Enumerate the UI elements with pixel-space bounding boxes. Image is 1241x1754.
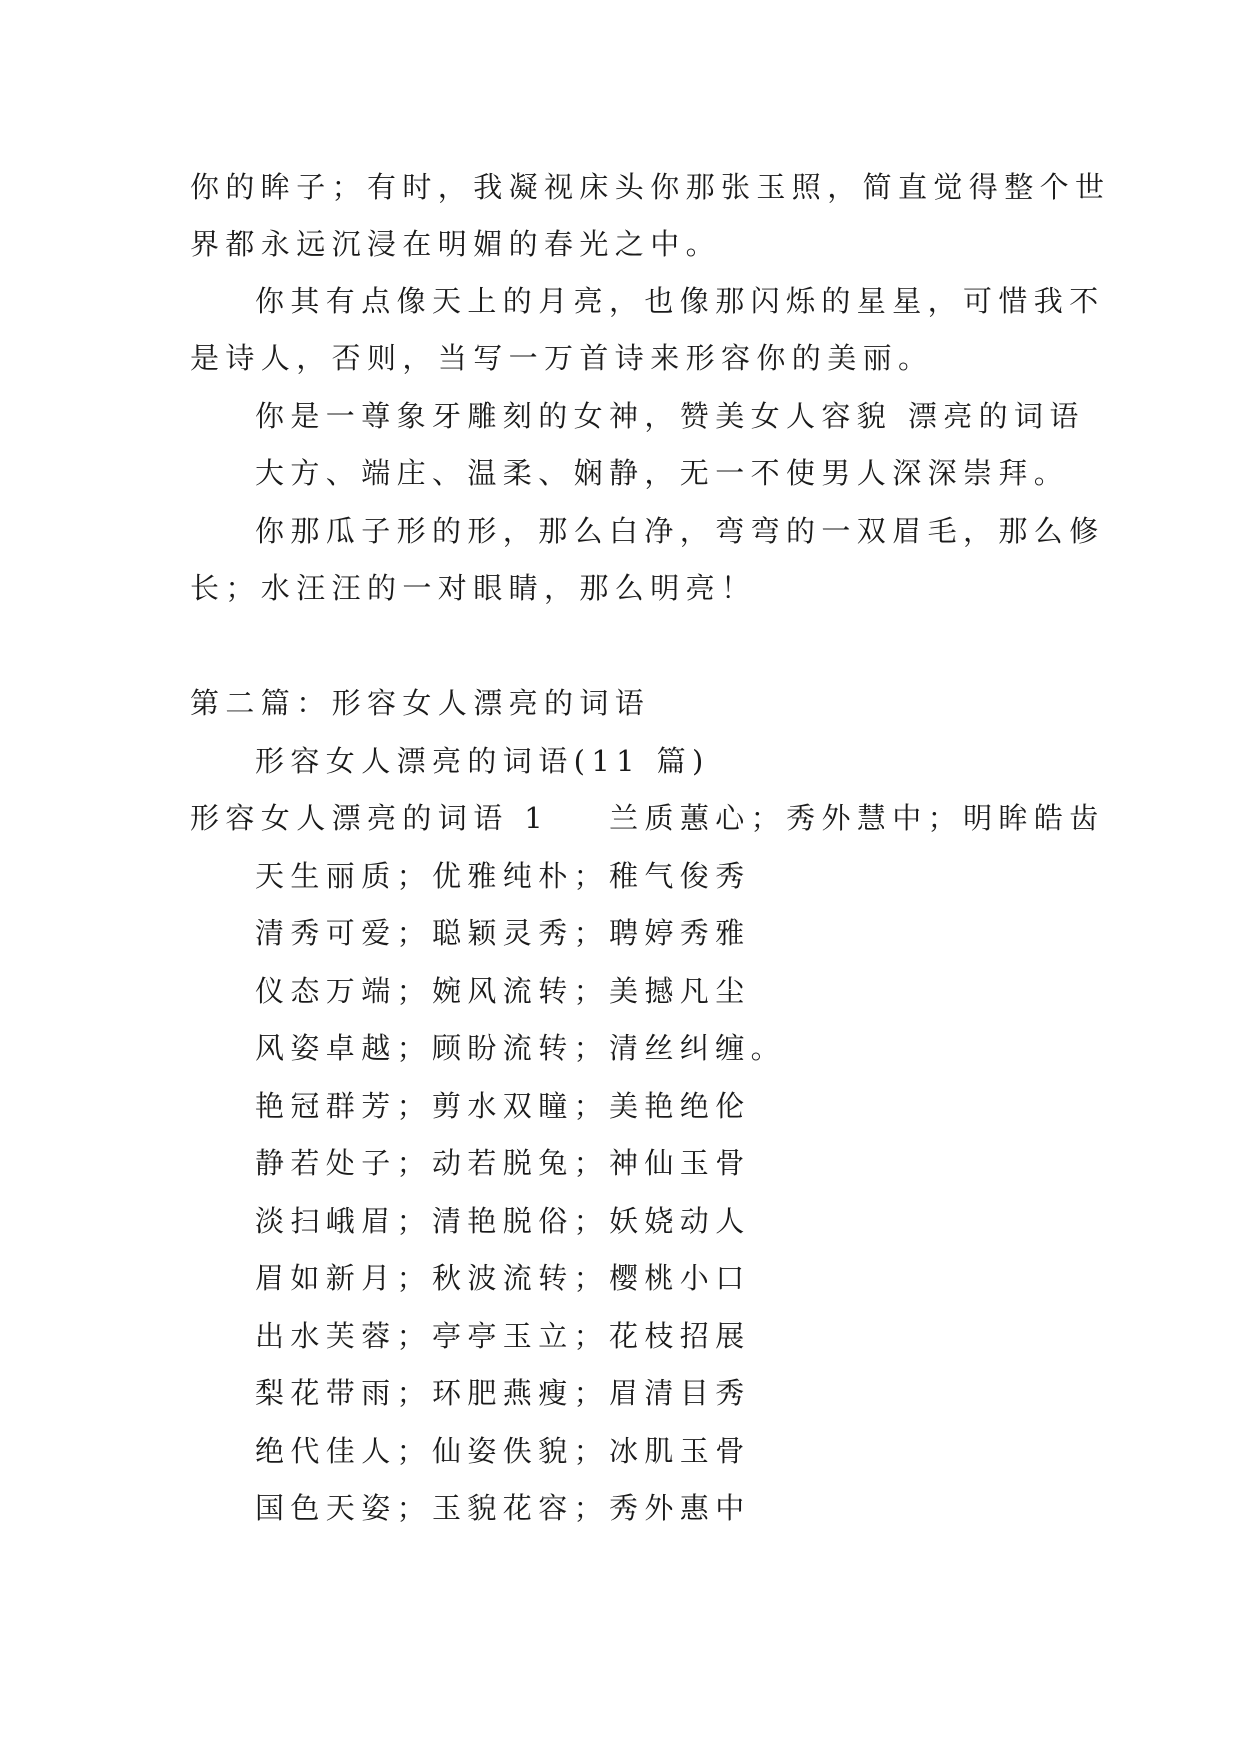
word-row: 风姿卓越；顾盼流转；清丝纠缠。 [255, 1031, 787, 1065]
word-row: 静若处子；动若脱兔；神仙玉骨 [255, 1146, 751, 1180]
section-subtitle: 形容女人漂亮的词语(11 篇) [255, 744, 710, 778]
word-row: 国色天姿；玉貌花容；秀外惠中 [255, 1491, 751, 1525]
word-row: 绝代佳人；仙姿佚貌；冰肌玉骨 [255, 1434, 751, 1468]
text-line-3: 你其有点像天上的月亮，也像那闪烁的星星，可惜我不 [255, 284, 1105, 318]
word-row: 梨花带雨；环肥燕瘦；眉清目秀 [255, 1376, 751, 1410]
item-line [190, 798, 1105, 838]
word-row: 清秀可爱；聪颖灵秀；聘婷秀雅 [255, 916, 751, 950]
word-row: 眉如新月；秋波流转；樱桃小口 [255, 1261, 751, 1295]
item-label: 形容女人漂亮的词语 1 [190, 801, 550, 835]
word-row: 淡扫峨眉；清艳脱俗；妖娆动人 [255, 1204, 751, 1238]
text-line-2: 界都永远沉浸在明媚的春光之中。 [190, 227, 722, 261]
word-row: 天生丽质；优雅纯朴；稚气俊秀 [255, 859, 751, 893]
text-line-4: 是诗人，否则，当写一万首诗来形容你的美丽。 [190, 341, 934, 375]
text-line-8: 长；水汪汪的一对眼睛，那么明亮！ [190, 571, 757, 605]
text-line-5: 你是一尊象牙雕刻的女神，赞美女人容貌 漂亮的词语 [255, 399, 1085, 433]
word-row: 艳冠群芳；剪水双瞳；美艳绝伦 [255, 1089, 751, 1123]
text-line-7: 你那瓜子形的形，那么白净，弯弯的一双眉毛，那么修 [255, 514, 1105, 548]
word-row: 出水芙蓉；亭亭玉立；花枝招展 [255, 1319, 751, 1353]
word-row: 仪态万端；婉风流转；美撼凡尘 [255, 974, 751, 1008]
text-line-1: 你的眸子；有时，我凝视床头你那张玉照，简直觉得整个世 [190, 170, 1111, 204]
text-line-6: 大方、端庄、温柔、娴静，无一不使男人深深崇拜。 [255, 456, 1070, 490]
section-heading: 第二篇：形容女人漂亮的词语 [190, 686, 651, 720]
item-first-words: 兰质蕙心；秀外慧中；明眸皓齿 [609, 801, 1105, 835]
